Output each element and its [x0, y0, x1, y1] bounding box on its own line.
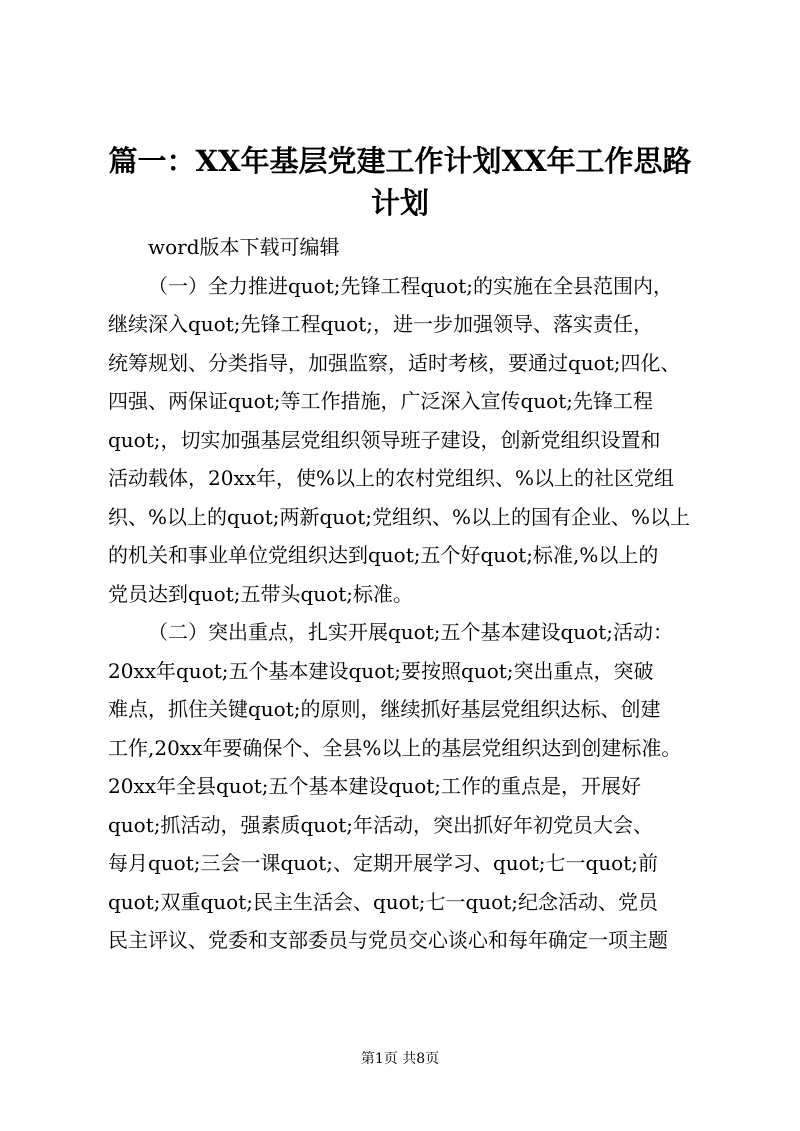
text-line: 继续深入quot;先锋工程quot;，进一步加强领导、落实责任， [108, 312, 653, 336]
document-body [108, 228, 708, 960]
text-line: word版本下载可编辑 [148, 235, 340, 259]
text-line: 四强、两保证quot;等工作措施，广泛深入宣传quot;先锋工程 [108, 389, 653, 413]
document-title [100, 140, 700, 224]
text-line: 每月quot;三会一课quot;、定期开展学习、quot;七一quot;前 [108, 851, 658, 875]
text-line: quot;双重quot;民主生活会、quot;七一quot;纪念活动、党员 [108, 889, 658, 914]
text-line: 工作,20xx年要确保个、全县%以上的基层党组织达到创建标准。 [108, 735, 682, 760]
text-line: 织、%以上的quot;两新quot;党组织、%以上的国有企业、%以上 [108, 504, 691, 529]
text-line: 统筹规划、分类指导，加强监察，适时考核，要通过quot;四化、 [108, 350, 681, 375]
title-line-2: 计划 [370, 186, 429, 220]
text-line: 20xx年全县quot;五个基本建设quot;工作的重点是，开展好 [108, 774, 642, 798]
text-line: 民主评议、党委和支部委员与党员交心谈心和每年确定一项主题 [108, 928, 668, 952]
text-line: 20xx年quot;五个基本建设quot;要按照quot;突出重点，突破 [108, 658, 654, 683]
text-line: （一）全力推进quot;先锋工程quot;的实施在全县范围内， [148, 273, 673, 298]
title-line-1: 篇一：XX年基层党建工作计划XX年工作思路 [108, 144, 692, 178]
text-line: 的机关和事业单位党组织达到quot;五个好quot;标准,%以上的 [108, 543, 659, 567]
text-line: （二）突出重点，扎实开展quot;五个基本建设quot;活动： [148, 620, 673, 644]
text-line: 党员达到quot;五带头quot;标准。 [108, 581, 413, 606]
page-footer: 第1页 共8页 [360, 1051, 440, 1067]
text-line: 活动载体，20xx年，使%以上的农村党组织、%以上的社区党组 [108, 466, 675, 490]
text-line: quot;抓活动，强素质quot;年活动，突出抓好年初党员大会、 [108, 812, 653, 837]
text-line: quot;，切实加强基层党组织领导班子建设，创新党组织设置和 [108, 427, 661, 452]
text-line: 难点，抓住关键quot;的原则，继续抓好基层党组织达标、创建 [108, 697, 661, 721]
